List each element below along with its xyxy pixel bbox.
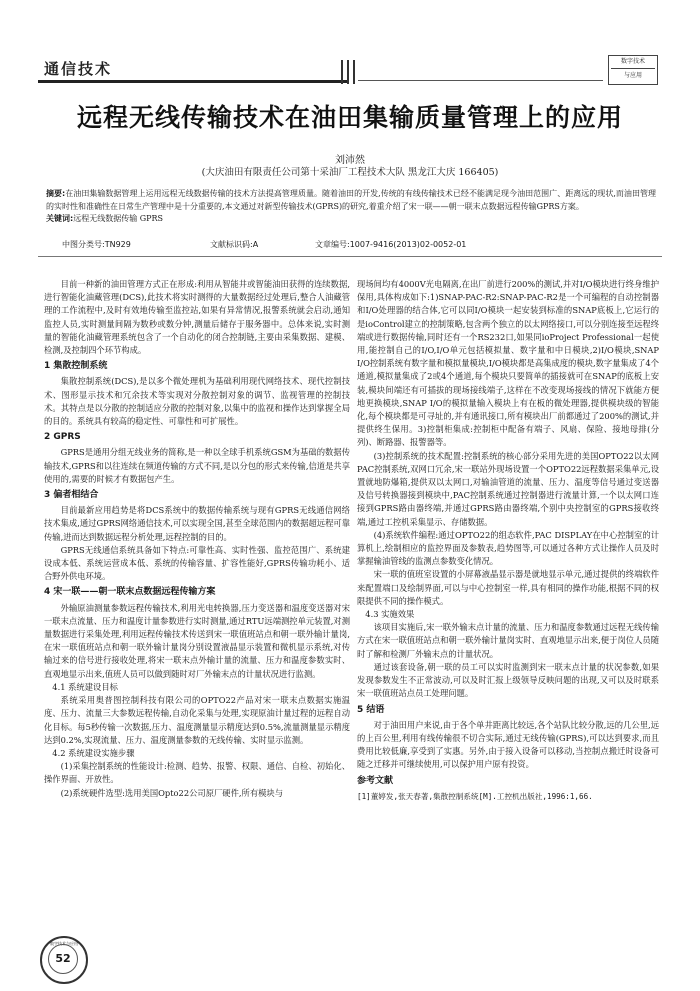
subheading-4-2: 4.2 系统建设实施步骤: [52, 747, 135, 758]
journal-logo-line1: 数字技术: [620, 58, 645, 65]
header-rule-thin: [358, 80, 603, 81]
article-number: 文章编号:1007-9416(2013)02-0052-01: [315, 240, 467, 249]
left-column: [44, 278, 350, 800]
section-label: 通信技术: [44, 60, 113, 78]
paragraph-2: GPRS是通用分组无线业务的简称,是一种以全球手机系统GSM为基础的数据传输技术,GPRS和以往连续在频道传输的方式不同,是以分包的形式来传输,信道是共享使用的,需要的时候才有数据包产生。: [44, 447, 350, 484]
right-column: [357, 278, 659, 803]
affiliation: (大庆油田有限责任公司第十采油厂工程技术大队 黑龙江大庆 166405): [201, 167, 499, 178]
heading-4: 4 宋一联——朝一联末点数据远程传输方案: [44, 587, 216, 598]
keywords-label: 关键词:: [46, 214, 74, 223]
paragraph-r4: 宋一联的值班室设置的小屏幕液晶显示器是就地显示单元,通过提供的终端软件来配置端口及绘制界面,可以与中心控制室一样,具有相同的操作功能,根据不同的权限提供不同的操作模式。: [357, 569, 659, 606]
paragraph-4: 外输原油测量参数远程传输技术,利用光电转换器,压力变送器和温度变送器对宋一联末点流量、压力和温度计量参数进行实时测量,通过RTU远端测控单元装置,对测量数据进行采集处理,利用远程传输技术传送到宋一联值班站点和朝一联外输计量岗,在宋一联值班站点和朝一联外输计量岗分别设置液晶显示装置和微机显示系统,对传输过来的信号进行接收处理,将宋一联末点外输计量的流量、压力和温度参数实时、直观地显示出来,值班人员可以做到随时对厂外输末点的计量状况进行监测。: [44, 602, 350, 679]
paragraph-3a: 目前最新应用趋势是将DCS系统中的数据传输系统与现有GPRS无线通信网络技术集成,通过GPRS网络通信技术,可以实现全国,甚至全球范围内的数据超远程可靠传输,进而达到数据远程分析处理,远程控制的目的。: [44, 505, 350, 542]
author: 刘沛然: [335, 155, 365, 166]
paragraph-r3: (4)系统软件编程:通过OPTO22的组态软件,PAC DISPLAY在中心控制室的计算机上,绘制相应的监控界面及参数表,趋势图等,可以通过各种方式让操作人员及时掌握输油管线的监测点参数变化情况。: [357, 529, 659, 567]
page-number: 52: [48, 944, 78, 974]
badge-text: 数字技术与应用: [50, 941, 78, 946]
journal-logo-line2: 与应用: [623, 72, 642, 79]
paragraph-r1: 现场间均有4000V光电隔离,在出厂前进行200%的测试,并对I/O模块进行终身维护保用,具体构成如下:1)SNAP-PAC-R2:SNAP-PAC-R2是一个可编程的自动控制器和I/O处理器的结合体,它可以同I/O模块一起安装到标准的SNAP底板上,它运行的是ioControl建立的控制策略,包含两个独立的以太网络接口,可以分别连接至远程终端或进行数据传输,同时还有一个RS232口,如果同ioProject Professional一起使用,能控制自己的I/O,I/O单元包括模拟量、数字量和中日模块,2)I/O模块,SNAP I/O控制系统有数字量和模拟量模块,I/O模块都是高集成度的模块,数字量集成了4个通道,模拟量集成了2或4个通道,每个模块只要简单的插接就可在SNAP的底板上安装,模块间端还有可插拔的现场接线端子,这样在不改变现场接线的情况下就能方便地更换模块,SNAP I/O的模拟量输入模块上有在板的微处理器,提供模块级的智能化,每个模块都是可寻址的,并有通讯接口,所有模块出厂前都通过了200%的测试,并提供终生保用。3)控制柜集成:控制柜中配备有端子、风扇、保险、接地母排(分列)、断路器、报警器等。: [357, 279, 659, 448]
paragraph-r2: (3)控制系统的技术配置:控制系统的核心部分采用先进的美国OPTO22以太网PAC控制系统,双网口冗余,宋一联站外现场设置一个OPTO22远程数据采集单元,设置就地防爆箱,提供双以太网口,对输油管道的流量、压力、温度等信号通过变送器及信号转换器接到模块中,PAC控制系统通过控制器进行流量计算,一个以太网口连接到GPRS路由器终端,并通过GPRS路由器终端,个别中央控制室的GPRS接收终端,通过工控机采集显示、存储数据。: [357, 450, 659, 527]
heading-1: 1 集散控制系统: [44, 361, 108, 372]
paragraph-4-2a: (1)采集控制系统的性能设计:检测、趋势、报警、权限、通信、自检、初始化、操作界面、开放性。: [44, 761, 350, 785]
paragraph-r7: 对于油田用户来说,由于各个单井距离比较远,各个站队比较分散,远的几公里,远的上百公里,利用有线传输很不切合实际,通过无线传输(GPRS),可以达到要求,而且费用比较低廉,享受到了实惠。另外,由于接入设备可以移动,当控制点搬迁时设备可随之迁移并可继续使用,可以保护用户原有投资。: [357, 719, 659, 770]
heading-2: 2 GPRS: [44, 432, 81, 443]
references-title: 参考文献: [357, 775, 394, 786]
subheading-4-1: 4.1 系统建设目标: [52, 681, 118, 692]
reference-1: [1]董婷发,张天春著,集散控制系统[M].工控机出版社,1996:1,66.: [357, 791, 593, 801]
separator-line: [38, 256, 662, 257]
abstract-text: 在油田集输数据管理上运用远程无线数据传输的技术方法提高管理质量。随着油田的开发,传统的有线传输技术已经不能满足现今油田范围广、距离远的现状,而油田管理的实时性和准确性在日常生产管理中是十分重要的,本文通过对新型传输技术(GPRS)的研究,着重介绍了宋一联——朝一联末点数据远程传输GPRS方案。: [46, 189, 657, 211]
page-number-badge: [40, 936, 88, 984]
abstract-label: 摘要:: [46, 189, 66, 198]
abstract: [46, 188, 656, 226]
clc-number: 中图分类号:TN929: [62, 240, 131, 249]
paragraph-4-1: 系统采用奥普图控制科技有限公司的OPTO22产品对宋一联末点数据实施温度、压力、流量三大参数远程传输,自动化采集与处理,实现原油计量过程的远程自动化目标。每5秒传输一次数据,压力、温度测量显示精度达到0.5%,流量测量显示精度达到0.2%,实现流量、压力、温度测量参数的无线传输、实时显示监测。: [44, 695, 350, 745]
subheading-4-3: 4.3 实施效果: [365, 609, 415, 620]
paragraph-r6: 通过该套设备,朝一联的员工可以实时监测到宋一联末点计量的状况参数,如果发现参数发生不正常波动,可以及时汇报上级领导反映问题的出现,又可以及时联系宋一联值班站点员工处理问题。: [357, 661, 659, 699]
paragraph-1: 集散控制系统(DCS),是以多个微处理机为基础利用现代网络技术、现代控制技术、图形显示技术和冗余技术等实现对分散控制对象的调节、监视管理的控制技术。其特点是以分散的控制适应分散的控制对象,以集中的监视和操作达到掌握全局的目的。系统具有较高的稳定性、可靠性和可扩展性。: [44, 376, 350, 427]
header-rule-thick: [38, 80, 348, 83]
paragraph-3b: GPRS无线通信系统具备如下特点:可靠性高、实时性强、监控范围广、系统建设成本低、系统运营成本低、系统的传输容量、扩容性能好,GPRS传输功耗小、适合野外供电环境。: [44, 544, 350, 582]
document-code: 文献标识码:A: [210, 240, 259, 249]
paragraph-r5: 该项目实施后,宋一联外输末点计量的流量、压力和温度参数通过远程无线传输方式在宋一联值班站点和朝一联外输计量岗实时、直观地显示出来,便于岗位人员随时了解和检测厂外输末点的计量状况。: [357, 622, 659, 659]
article-title: 远程无线传输技术在油田集输质量管理上的应用: [76, 103, 623, 132]
paragraph-4-2b: (2)系统硬件选型:选用美国Opto22公司原厂硬件,所有模块与: [60, 787, 284, 798]
heading-3: 3 偏者相结合: [44, 490, 99, 501]
heading-5: 5 结语: [357, 704, 385, 715]
keywords: 远程无线数据传输 GPRS: [73, 214, 164, 223]
intro-paragraph: 目前一种新的油田管理方式正在形成:利用从智能井或智能油田获得的连续数据,进行智能化油藏管理(DCS),此技术将实时测得的大量数据经过处理后,整合人油藏管理的工作流程中,及时有效地传输至监控站,如果有异常情况,报警系统就会启动,通知监控人员,实时测量间隔为数秒或数分钟,测量后储存于服务器中。总体来说,实时测量的智能化油藏管理系统包含了一个自动化的闭合控制链,主要由采集数据、建模、检测,及控制四个环节构成。: [44, 279, 350, 356]
journal-logo: [608, 55, 658, 85]
